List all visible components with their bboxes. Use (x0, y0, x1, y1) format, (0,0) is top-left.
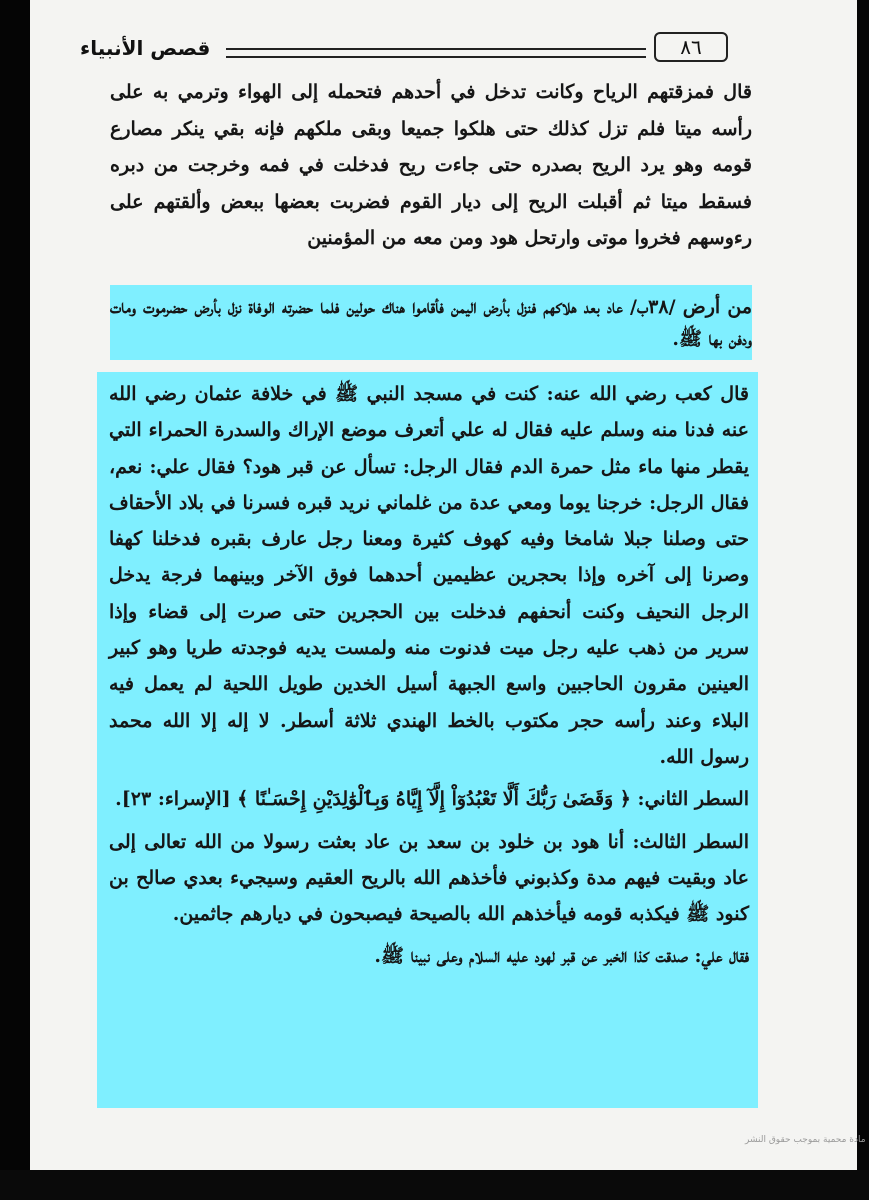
page-header (80, 28, 740, 64)
page-number: ٨٦ (654, 32, 728, 62)
highlighted-passage-two-text (109, 376, 749, 981)
kaab-narration-paragraph: قال كعب رضي الله عنه: كنت في مسجد النبي ﷺ في خلافة عثمان رضي الله عنه فدنا منه وسلم عليه فقال له علي أتعرف موضع الإراك والسدرة الحمراء التي يقطر منها ماء مثل حمرة الدم فقال الرجل: تسأل عن قبر هود؟ فقال علي: نعم، فقال الرجل: خرجنا يوما ومعي عدة من غلماني نريد قبره فسرنا في بلاد الأحقاف حتى وصلنا جبلا شامخا وفيه كهوف كثيرة ومعنا رجل عارف بقبره فدخلنا كهفا وصرنا إلى آخره وإذا بحجرين عظيمين أحدهما فوق الآخر وبينهما فرجة يدخل الرجل النحيف وكنت أنحفهم فدخلت بين الحجرين حتى صرت إلى قضاء وإذا سرير من ذهب عليه رجل ميت فدنوت منه ولمست يديه فوجدته طريا وهو كبير العينين مقرون الحاجبين واسع الجبهة أسيل الخدين طويل اللحية لم يعمل فيه البلاء وعند رأسه حجر مكتوب بالخط الهندي ثلاثة أسطر. لا إله إلا الله محمد رسول الله. (109, 383, 749, 768)
bottom-bar (0, 1170, 869, 1200)
third-line-paragraph: السطر الثالث: أنا هود بن خلود بن سعد بن عاد بعثت رسولا من الله تعالى إلى عاد وبقيت فيهم مدة وكذبوني فأخذهم الله بالريح العقيم وسيجيء بعدي صالح بن كنود ﷺ فيكذبه قومه فيأخذهم الله بالصيحة فيصبحون في ديارهم جاثمين. (109, 830, 749, 926)
left-frame (0, 0, 30, 1200)
ali-reply-paragraph: فقال علي: صدقت كذا الخبر عن قبر لهود عليه السلام وعلى نبينا ﷺ. (374, 945, 749, 968)
highlighted-passage-one-text: من أرض /٣٨ب/ عاد بعد هلاكهم فنزل بأرض اليمن فأقاموا هناك حولين فلما حضرته الوفاة نزل بأرض حضرموت ومات ودفن بها ﷺ. (110, 296, 753, 350)
highlighted-passage-one[interactable] (110, 285, 752, 360)
book-title: قصص الأنبياء (80, 36, 211, 60)
header-double-rule (226, 48, 646, 58)
copyright-watermark: مادة محمية بموجب حقوق النشر (745, 1135, 866, 1145)
highlighted-passage-two[interactable] (97, 372, 758, 1108)
body-paragraph: قال فمزقتهم الرياح وكانت تدخل في أحدهم فتحمله إلى الهواء وترمي به على رأسه ميتا فلم تزل كذلك حتى هلكوا جميعا وبقى ملكهم فإنه بقي ينكر مصارع قومه وهو يرد الريح بصدره حتى جاءت ريح فدخلت في فمه وخرجت من دبره فسقط ميتا ثم أقبلت الريح إلى ديار القوم فضربت بعضها ببعض وألقتهم على رءوسهم فخروا موتى وارتحل هود ومن معه من المؤمنين (110, 81, 752, 249)
second-line-verse-paragraph: السطر الثاني: ﴿ وَقَضَىٰ رَبُّكَ أَلَّا تَعْبُدُوٓاْ إِلَّآ إِيَّاهُ وَبِٱلْوَٰلِدَيْنِ إِحْسَـٰنًا ﴾ [الإسراء: ٢٣]. (115, 788, 749, 811)
right-frame (857, 0, 869, 1200)
